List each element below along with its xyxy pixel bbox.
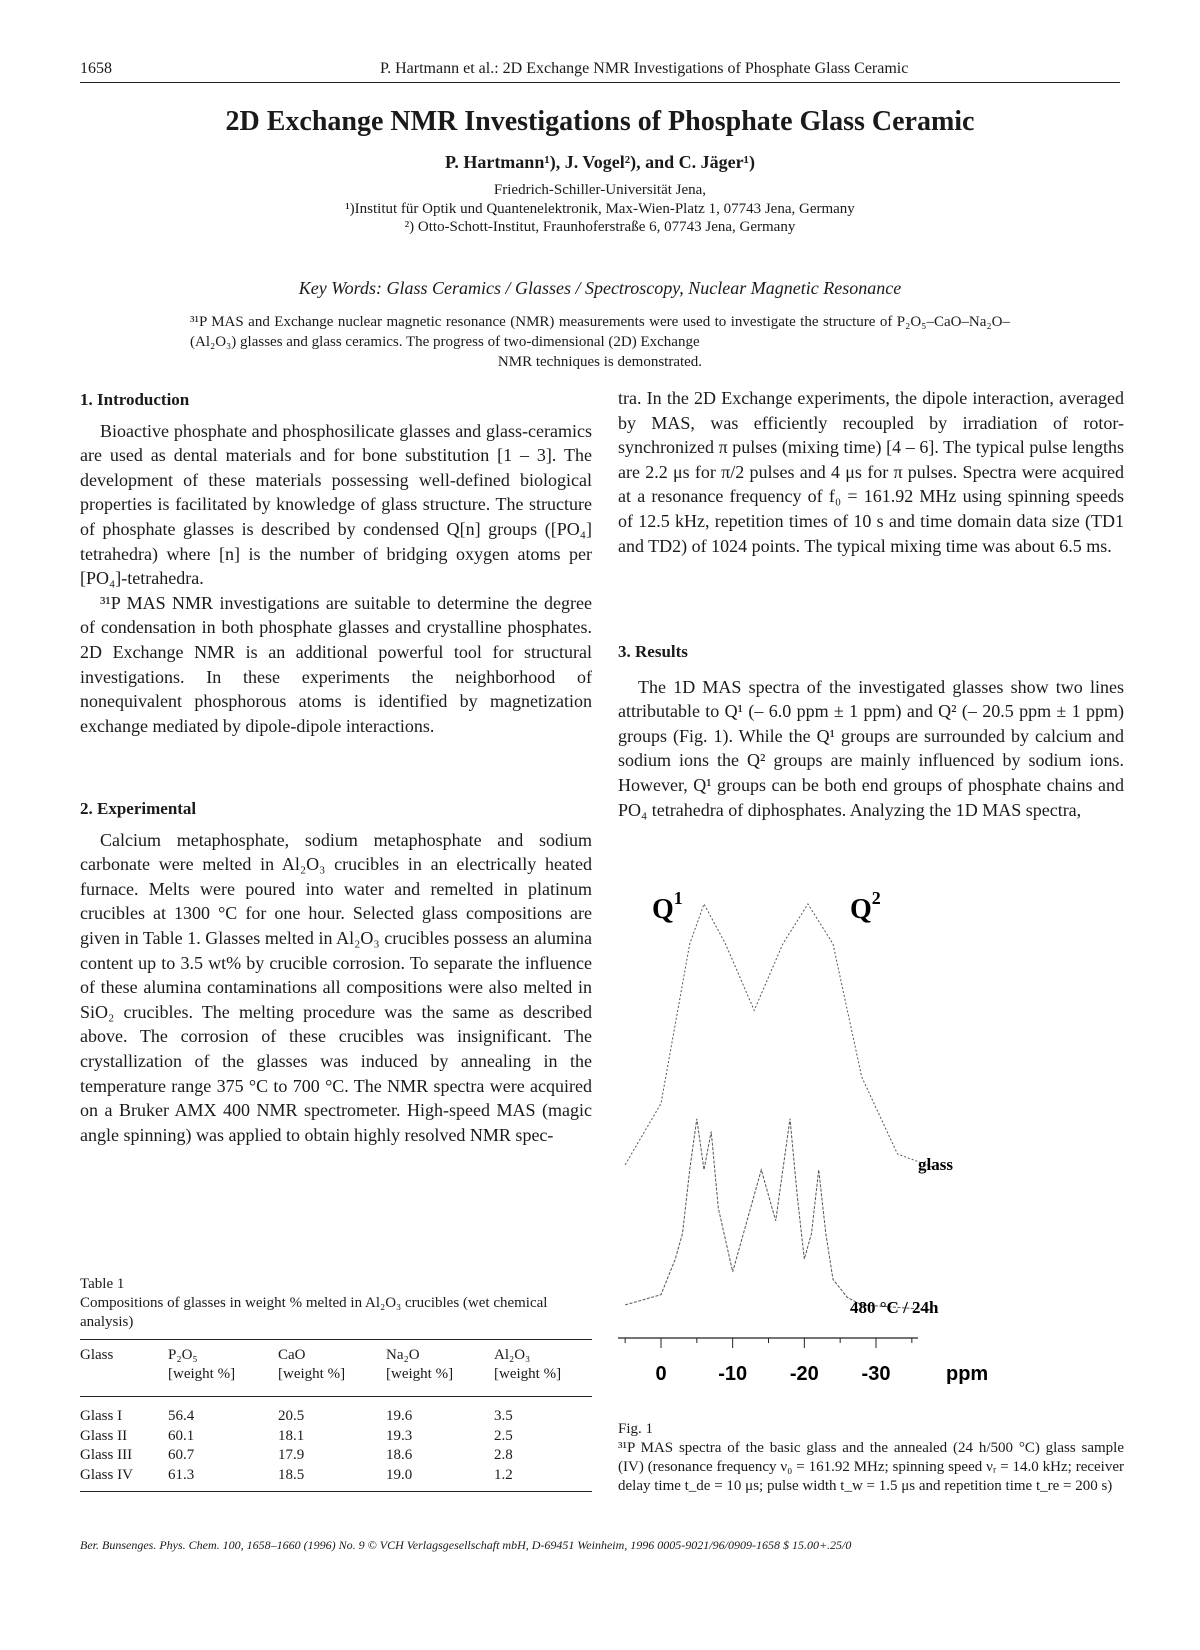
keywords: Key Words: Glass Ceramics / Glasses / Spectroscopy, Nuclear Magnetic Resonance xyxy=(298,278,902,298)
spectrum-line-annealed xyxy=(625,1119,933,1310)
x-tick-label: 0 xyxy=(655,1363,667,1385)
spectrum-line-glass xyxy=(625,904,933,1167)
experimental-section xyxy=(80,797,592,1147)
abstract xyxy=(190,312,1010,372)
experimental-paragraph-1: Calcium metaphosphate, sodium metaphosphate and sodium carbonate were melted in Al₂O₃ crucibles in an electrically heated furnace. Melts were poured into water and remelted in platinum crucibles at 1300 °C for one hour. Selected glass compositions are given in Table 1. Glasses melted in Al₂O₃ crucibles possess an alumina content up to 3.5 wt% by crucible corrosion. To separate the influence of these alumina contaminations all compositions were also melted in SiO₂ crucibles. The melting procedure was the same as described above. The corrosion of these crucibles was insignificant. The crystallization of the glasses was induced by annealing in the temperature range 375 °C to 700 °C. The NMR spectra were acquired on a Bruker AMX 400 NMR spectrometer. High-speed MAS (magic angle spinning) was applied to obtain highly resolved NMR spec- xyxy=(80,829,592,1145)
experimental-continued xyxy=(618,386,1124,558)
table-header-cao: CaO [weight %] xyxy=(278,1347,346,1382)
table-header-na2o: Na₂O [weight %] xyxy=(386,1347,454,1382)
figure-label: Fig. 1 xyxy=(618,1421,654,1437)
figure-caption-text: ³¹P MAS spectra of the basic glass and the annealed (24 h/500 °C) glass sample (IV) (resonance frequency ν₀ = 161.92 MHz; spinning speed νᵣ = 14.0 kHz; receiver delay time t_de = 10 μs; pulse width t_w = 1.5 μs and repetition time t_re = 200 s) xyxy=(618,1440,1124,1494)
affiliation-2: ²) Otto-Schott-Institut, Fraunhoferstraße 6, 07743 Jena, Germany xyxy=(404,219,796,235)
article-title: 2D Exchange NMR Investigations of Phosphate Glass Ceramic xyxy=(225,106,975,137)
table-caption-text: Compositions of glasses in weight % melted in Al₂O₃ crucibles (wet chemical analysis) xyxy=(80,1295,548,1330)
table-header-p2o5: P₂O₅ [weight %] xyxy=(168,1347,236,1382)
results-section xyxy=(618,640,1124,822)
footer-citation: Ber. Bunsenges. Phys. Chem. 100, 1658–1660 (1996) No. 9 © VCH Verlagsgesellschaft mbH, D-69451 Weinheim, 1996 0005-9021/96/0909-1658 $ 15.00+.25/0 xyxy=(80,1538,852,1552)
table-row: Glass III 60.7 17.9 18.6 2.8 xyxy=(80,1447,513,1463)
intro-heading: 1. Introduction xyxy=(80,390,190,409)
figure-caption xyxy=(618,1420,1124,1496)
abstract-text: ³¹P MAS and Exchange nuclear magnetic resonance (NMR) measurements were used to investigate the structure of P₂O₅–CaO–Na₂O–(Al₂O₃) glasses and glass ceramics. The progress of two-dimensional (2D) Exchange xyxy=(190,314,1010,350)
table-row: Glass I 56.4 20.5 19.6 3.5 xyxy=(80,1408,513,1424)
composition-table xyxy=(80,1339,592,1492)
affiliation-university: Friedrich-Schiller-Universität Jena, xyxy=(493,182,707,198)
abstract-end: NMR techniques is demonstrated. xyxy=(497,354,703,370)
intro-paragraph-1: Bioactive phosphate and phosphosilicate glasses and glass-ceramics are used as dental materials and for bone substitution [1 – 3]. The development of these materials possessing well-defined biological properties is facilitated by knowledge of glass structure. The structure of phosphate glasses is described by condensed Q[n] groups ([PO₄] tetrahedra) where [n] is the number of bridging oxygen atoms per [PO₄]-tetrahedra. xyxy=(80,420,592,589)
nmr-spectra-figure xyxy=(618,870,1118,1400)
authors: P. Hartmann¹), J. Vogel²), and C. Jäger¹) xyxy=(444,152,756,172)
page-number: 1658 xyxy=(80,60,112,77)
table-header-al2o3: Al₂O₃ [weight %] xyxy=(494,1347,562,1382)
results-heading: 3. Results xyxy=(618,642,688,661)
axis-unit-label: ppm xyxy=(946,1363,989,1385)
annealed-trace-label: 480 °C / 24h xyxy=(850,1298,939,1317)
intro-paragraph-2: ³¹P MAS NMR investigations are suitable to determine the degree of condensation in both phosphate glasses and crystalline phosphates. 2D Exchange NMR is an additional powerful tool for structural investigations. In these experiments the neighborhood of nonequivalent phosphorous atoms is identified by magnetization exchange mediated by dipole-dipole interactions. xyxy=(80,592,592,736)
experimental-paragraph-2: tra. In the 2D Exchange experiments, the dipole interaction, averaged by MAS, was efficiently recoupled by irradiation of rotor-synchronized π pulses (mixing time) [4 – 6]. The typical pulse lengths are 2.2 μs for π/2 pulses and 4 μs for π pulses. Spectra were acquired at a resonance frequency of f₀ = 161.92 MHz using spinning speeds of 12.5 kHz, repetition times of 10 s and time domain data size (TD1 and TD2) of 1024 points. The typical mixing time was about 6.5 ms. xyxy=(618,388,1124,556)
running-header xyxy=(80,58,1120,83)
q1-label: $Q^1$ xyxy=(652,888,683,925)
x-tick-label: -20 xyxy=(789,1363,819,1385)
results-paragraph-1: The 1D MAS spectra of the investigated glasses show two lines attributable to Q¹ (– 6.0 ppm ± 1 ppm) and Q² (– 20.5 ppm ± 1 ppm) groups (Fig. 1). While the Q¹ groups are surrounded by calcium and sodium ions the Q² groups are mainly influenced by sodium ions. However, Q¹ groups can be both end groups of phosphate chains and PO₄ tetrahedra of diphosphates. Analyzing the 1D MAS spectra, xyxy=(618,676,1124,820)
q2-label: $Q^2$ xyxy=(850,888,881,925)
experimental-heading: 2. Experimental xyxy=(80,799,197,818)
table-caption xyxy=(80,1275,590,1332)
table-row: Glass II 60.1 18.1 19.3 2.5 xyxy=(80,1427,513,1444)
intro-section xyxy=(80,388,592,738)
x-tick-label: -10 xyxy=(718,1363,748,1385)
glass-trace-label: glass xyxy=(918,1155,953,1174)
table-header-glass: Glass xyxy=(80,1347,114,1363)
x-tick-label: -30 xyxy=(861,1363,891,1385)
affiliation-1: ¹)Institut für Optik und Quantenelektronik, Max-Wien-Platz 1, 07743 Jena, Germany xyxy=(345,201,855,217)
table-row: Glass IV 61.3 18.5 19.0 1.2 xyxy=(80,1466,513,1483)
running-title: P. Hartmann et al.: 2D Exchange NMR Investigations of Phosphate Glass Ceramic xyxy=(380,60,909,77)
table-label: Table 1 xyxy=(80,1276,125,1292)
